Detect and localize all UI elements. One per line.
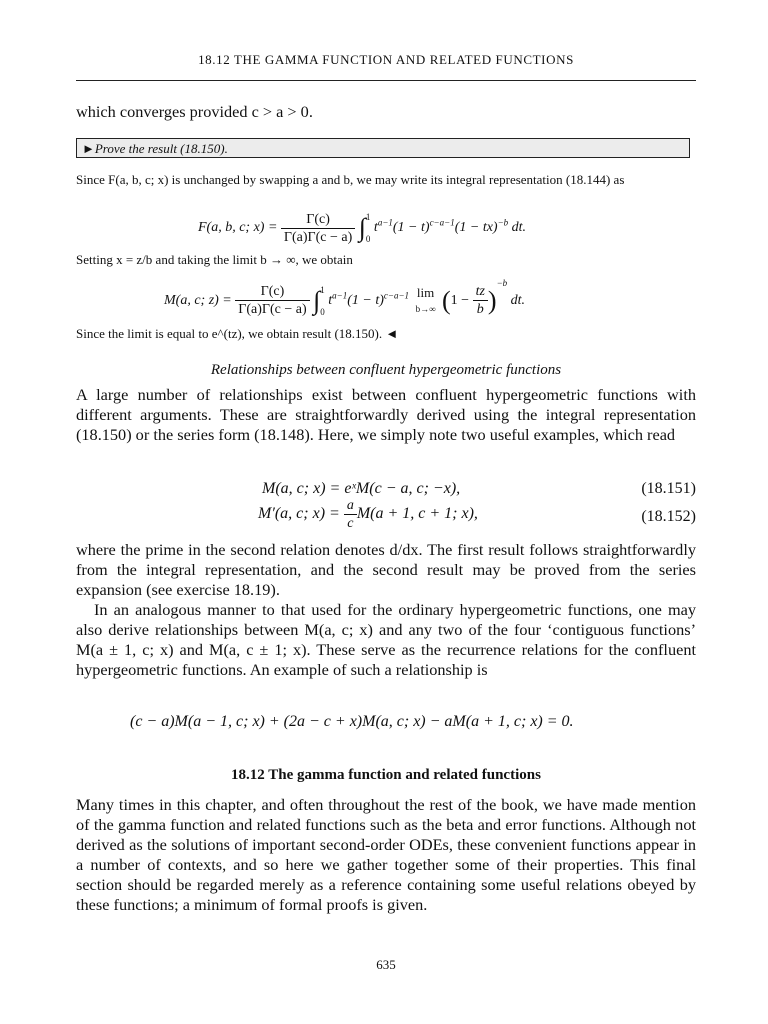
limit-operator: lim b→∞: [415, 284, 436, 314]
header-rule: [76, 80, 696, 81]
equation-M-integral: M(a, c; z) = $\frac{\Gamma(c)}{\Gamma(a)\Gamma(c - a)}$ ∫ 1 0 $t^{a-1}(1 - t)^{c-a-1}$ lim b→∞ (1 − $\frac{tz}{b}$ )$^{-b}$ dt.: [164, 278, 525, 323]
eq2-fraction: [235, 284, 309, 317]
prove-box: ►Prove the result (18.150).: [76, 138, 690, 158]
eq1-fraction-denominator: Γ(a)Γ(c − a): [283, 229, 353, 245]
proof-paragraph-3: Since the limit is equal to e^(tz), we obtain result (18.150). ◄: [76, 326, 399, 341]
paragraph-3: In an analogous manner to that used for the ordinary hypergeometric functions, one may also derive relationships between M(a, c; x) and any two of the four ‘contiguous functions’ M(a ± 1, c; x) and M(a, c ± 1; x). These serve as the recurrence relations for the confluent hypergeometric functions. An example of such a relationship is: [76, 600, 696, 679]
eq1-fraction-numerator: Γ(c): [281, 212, 355, 229]
eq152-rhs: M(a + 1, c + 1; x),: [356, 505, 478, 523]
close-paren: ): [487, 285, 497, 315]
eq2-fraction-denominator: Γ(a)Γ(c − a): [238, 302, 307, 318]
integral-limits: 1 0: [365, 212, 371, 244]
proof-paragraph-1: Since F(a, b, c; x) is unchanged by swapping a and b, we may write its integral representation (18.144) as: [76, 172, 625, 187]
equation-F-integral: [198, 206, 526, 250]
eq2-lhs: M(a, c; z) =: [164, 293, 232, 308]
equation-recurrence: (c − a)M(a − 1, c; x) + (2a − c + x)M(a, c; x) − aM(a + 1, c; x) = 0.: [130, 713, 574, 730]
paragraph-1: A large number of relationships exist between confluent hypergeometric functions with different arguments. These are straightforwardly derived using the integral representation (18.150) or the series form (18.148). Here, we simply note two useful examples, which read: [76, 385, 696, 444]
running-head: 18.12 THE GAMMA FUNCTION AND RELATED FUNCTIONS: [198, 52, 574, 67]
integral-sign: ∫: [358, 213, 366, 242]
paragraph-4: Many times in this chapter, and often throughout the rest of the book, we have made mention of the gamma function and related functions such as the beta and error functions. Although not derived as the solutions of important second-order ODEs, these convenient functions appear in a number of contexts, and so here we gather together some of their properties. This final section should be regarded merely as a reference containing some useful relations obeyed by these functions; a minimum of formal proofs is given.: [76, 795, 696, 914]
eq2-fraction-numerator: Γ(c): [235, 284, 309, 301]
intro-line: which converges provided c > a > 0.: [76, 102, 313, 121]
page: [76, 0, 696, 1024]
open-paren: (: [441, 285, 451, 315]
eq1-fraction: [281, 212, 355, 245]
subsection-heading: Relationships between confluent hypergeometric functions: [210, 362, 562, 378]
eq2-inner-fraction: $\frac{tz}{b}$: [473, 284, 488, 317]
equation-number-18-152: (18.152): [641, 508, 696, 525]
equation-18-151: M(a, c; x) = eˣM(c − a, c; −x),: [262, 480, 461, 497]
equation-18-152: [258, 498, 478, 531]
proof-paragraph-2: Setting x = z/b and taking the limit b → ∞, we obtain: [76, 252, 353, 267]
paragraph-2: where the prime in the second relation denotes d/dx. The first result follows straightforwardly from the integral representation, and the second result may be proved from the series expansion (see exercise 18.19).: [76, 540, 696, 599]
eq2-integrand-a: $t^{a-1}(1 - t)^{c-a-1}$: [328, 290, 410, 308]
eq1-integrand: $t^{a-1}(1 - t)^{c-a-1}(1 - tx)^{-b}$ dt.: [373, 217, 527, 236]
eq152-fraction: $\frac{a}{c}$: [344, 498, 357, 531]
integral-limits: 1 0: [320, 284, 325, 317]
eq152-lhs: M′(a, c; x) =: [258, 505, 340, 523]
equation-number-18-151: (18.151): [641, 480, 696, 497]
section-heading: 18.12 The gamma function and related functions: [231, 767, 541, 783]
eq1-lhs: F(a, b, c; x) =: [198, 220, 278, 236]
integral-sign: ∫: [313, 285, 321, 315]
page-number: 635: [376, 957, 396, 972]
